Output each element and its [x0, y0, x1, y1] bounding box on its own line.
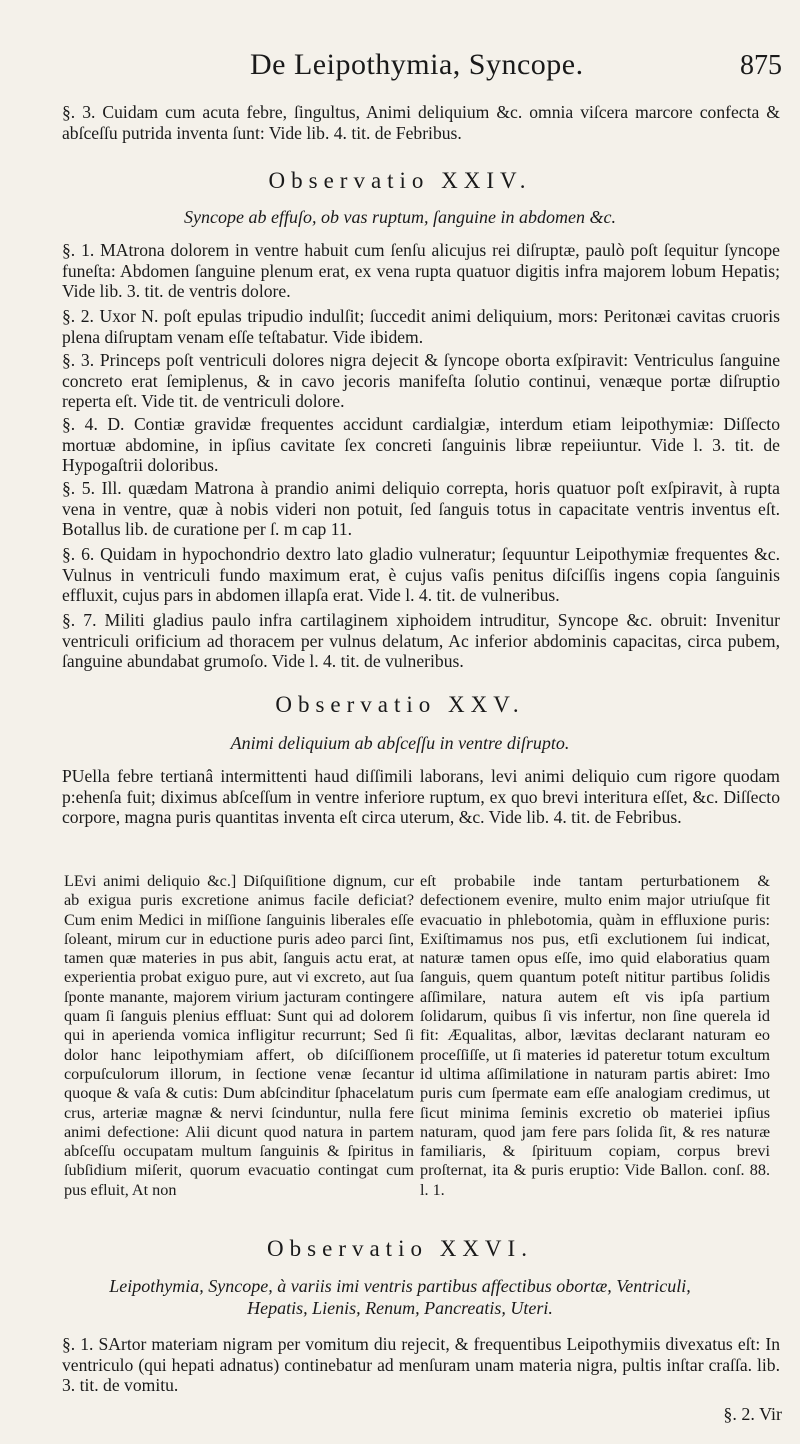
obs24-para-3: §. 3. Princeps poſt ventriculi dolores nigra dejecit & ſyncope oborta exſpiravit: Ventriculus ſanguine concreto erat ſemiplenus, & in cavo jecoris manifeſta ſolutio continui, venæque portæ diſruptio reperta eſt. Vide tit. de ventriculi dolore. [62, 350, 780, 411]
obs24-para-4: §. 4. D. Contiæ gravidæ frequentes accidunt cardialgiæ, interdum etiam leipothymiæ: Diſſecto mortuæ abdomine, in ipſius cavitate ſex concreti ſanguinis libræ repeiiuntur. Vide l. 3. tit. de Hypogaſtrii doloribus. [62, 414, 780, 475]
scholium-right-column: eſt probabile inde tantam perturbationem & defectionem evenire, multo enim major utriuſque fit evacuatio in phlebotomia, quàm in effluxione puris: Exiſtimamus nos pus, etſi exclutionem ſui indicat, naturæ tamen opus eſſe, imo quid elaboratius quam ſanguis, quem quantum poteſt nititur partibus ſolidis aſſimilare, natura autem eſt vis ipſa partium ſolidarum, quibus ſi vis infertur, non ſine querela id fit: Æqualitas, albor, lævitas declarant naturam eo proceſſiſſe, ut ſi materies id pateretur totum excultum id ultima aſſimilatione in naturam partis abiret: Imo puris cum ſpermate eam eſſe analogiam credimus, ut ſicut minima ſeminis excretio ob materiei ipſius naturam, quod jam fere pars ſolida ſit, & res naturæ familiaris, & ſpirituum copiam, corpus brevi proſternat, ita & puris eruptio: Vide Ballon. conſ. 88. l. 1. [420, 872, 770, 1199]
observation-26-subtitle-line2: Hepatis, Lienis, Renum, Pancreatis, Uteri. [247, 1298, 553, 1318]
observation-26-heading: Observatio XXVI. [267, 1236, 533, 1261]
page-number: 875 [740, 50, 782, 81]
observation-25-text: PUella febre tertianâ intermittenti haud diſſimili laborans, levi animi deliquio cum rigore quodam p:ehenſa fuit; diximus abſceſſum in ventre inferiore ruptum, ex quo brevi interitura eſſet, &c. Diſſecto corpore, magna puris quantitas inventa eſt circa uterum, &c. Vide lib. 4. tit. de Febribus. [62, 766, 780, 827]
obs24-para-1: §. 1. MAtrona dolorem in ventre habuit cum ſenſu alicujus rei diſruptæ, paulò poſt ſequitur ſyncope funeſta: Abdomen ſanguine plenum erat, ex vena rupta quatuor digitis infra majorem lobum Hepatis; Vide lib. 3. tit. de ventris dolore. [62, 240, 780, 301]
observation-24-subtitle: Syncope ab effuſo, ob vas ruptum, ſanguine in abdomen &c. [184, 207, 616, 227]
obs24-para-2: §. 2. Uxor N. poſt epulas tripudio indulſit; ſuccedit animi deliquium, mors: Peritonæi cavitas cruoris plena diſruptam venam eſſe teſtabatur. Vide ibidem. [62, 306, 780, 347]
observation-25-subtitle: Animi deliquium ab abſceſſu in ventre diſrupto. [230, 733, 570, 753]
observation-26-subtitle-line1: Leipothymia, Syncope, à variis imi ventris partibus affectibus obortæ, Ventriculi, [109, 1276, 691, 1296]
running-title: De Leipothymia, Syncope. [250, 48, 584, 81]
obs24-para-6: §. 6. Quidam in hypochondrio dextro lato gladio vulneratur; ſequuntur Leipothymiæ frequentes &c. Vulnus in ventriculi fundo maximum erat, è cujus vaſis penitus diſciſſis ingens copia ſanguinis effluxit, cujus pars in abdomen illapſa erat. Vide l. 4. tit. de vulneribus. [62, 544, 780, 605]
observation-25-heading: Observatio XXV. [275, 692, 525, 717]
observation-24-heading: Observatio XXIV. [268, 168, 532, 193]
scholium-left-column: LEvi animi deliquio &c.] Diſquiſitione dignum, cur ab exigua puris excretione animus facile deficiat? Cum enim Medici in miſſione ſanguinis liberales eſſe ſoleant, mirum cur in eductione puris adeo parci ſint, tamen quæ materies in pus abit, ſanguis actu erat, at experientia probat exiguo pure, aut vi excreto, aut ſua ſponte manante, majorem virium jacturam contingere quam ſi ſanguis plenius effluat: Sunt qui ad dolorem qui in aperienda vomica infligitur recurrunt; Sed ſi dolor hanc leipothymiam affert, ob diſciſſionem corpuſculorum illorum, in ſectione venæ ſecantur quoque & vaſa & cutis: Dum abſcinditur ſphacelatum crus, arteriæ magnæ & nervi ſcinduntur, nulla fere animi defectione: Alii dicunt quod natura in partem abſceſſu occupatam multum ſanguinis & ſpiritus in ſubſidium miſerit, quorum evacuatio contingat cum pus efluit, At non [64, 872, 414, 1199]
page-header [0, 48, 800, 88]
paragraph-intro: §. 3. Cuidam cum acuta febre, ſingultus, Animi deliquium &c. omnia viſcera marcore confecta & abſceſſu putrida inventa ſunt: Vide lib. 4. tit. de Febribus. [62, 102, 780, 143]
catchword: §. 2. Vir [723, 1404, 782, 1424]
observation-26-text: §. 1. SArtor materiam nigram per vomitum diu rejecit, & frequentibus Leipothymiis divexatus eſt: In ventriculo (qui hepati adnatus) continebatur ad menſuram unam materia nigra, pultis inſtar craſſa. lib. 3. tit. de vomitu. [62, 1334, 780, 1395]
obs24-para-5: §. 5. Ill. quædam Matrona à prandio animi deliquio correpta, horis quatuor poſt exſpiravit, à rupta vena in ventre, quæ à nobis videri non potuit, ſed ſanguis totus in capacitate ventris inventus eſt. Botallus lib. de curatione per ſ. m cap 11. [62, 478, 780, 539]
obs24-para-7: §. 7. Militi gladius paulo infra cartilaginem xiphoidem intruditur, Syncope &c. obruit: Invenitur ventriculi orificium ad thoracem per vulnus delatum, Ac inferior abdominis capacitas, circa pubem, ſanguine abundabat grumoſo. Vide l. 4. tit. de vulneribus. [62, 610, 780, 671]
